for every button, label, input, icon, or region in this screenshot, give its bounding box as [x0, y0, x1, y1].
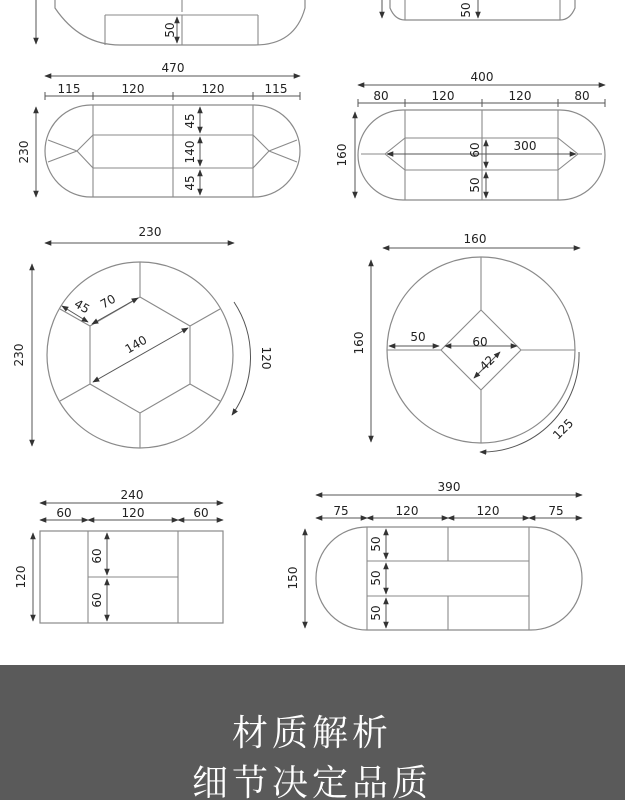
oval-a-height-label: 230 — [17, 140, 31, 164]
oval-a-depth2-label: 140 — [183, 140, 197, 164]
oval-c-depth1-label: 50 — [369, 536, 383, 552]
oval-a-seg4-label: 115 — [264, 82, 288, 96]
hex-height-label: 230 — [12, 343, 26, 367]
rect-height-label: 120 — [14, 565, 28, 589]
round-table-hexagon — [12, 225, 273, 448]
oval-a-seg1-label: 115 — [57, 82, 81, 96]
hex-arc-label: 120 — [259, 346, 273, 370]
oval-b-height-label: 160 — [335, 143, 349, 167]
oval-c-height-label: 150 — [286, 566, 300, 590]
diamond-width-label: 160 — [463, 232, 487, 246]
partial-table-top-right — [382, 0, 575, 20]
oval-table-470 — [17, 61, 300, 197]
hex-span-label: 140 — [122, 332, 150, 357]
hex-side-label: 70 — [97, 291, 119, 312]
oval-a-depth3-label: 45 — [183, 175, 197, 191]
material-banner — [0, 665, 625, 800]
oval-table-400 — [335, 70, 605, 200]
oval-b-depth-bottom-label: 50 — [468, 177, 482, 193]
rect-seg2-label: 120 — [121, 506, 145, 520]
oval-b-depth-top-label: 60 — [468, 142, 482, 158]
oval-b-seg3-label: 120 — [508, 89, 532, 103]
oval-b-seg1-label: 80 — [373, 89, 389, 103]
oval-b-inner-label: 300 — [513, 139, 537, 153]
partial-table-top-left — [36, 0, 305, 45]
oval-c-seg3-label: 120 — [476, 504, 500, 518]
rect-depth1-label: 60 — [90, 548, 104, 564]
oval-a-seg2-label: 120 — [121, 82, 145, 96]
diamond-arc-label: 125 — [550, 416, 577, 443]
oval-c-seg2-label: 120 — [395, 504, 419, 518]
diamond-height-label: 160 — [352, 331, 366, 355]
rect-seg1-label: 60 — [56, 506, 72, 520]
oval-c-total-label: 390 — [437, 480, 461, 494]
banner-subtitle: 细节决定品质 — [191, 763, 433, 800]
hex-width-label: 230 — [138, 225, 162, 239]
diamond-seat-label: 50 — [410, 330, 426, 344]
oval-a-total-label: 470 — [161, 61, 185, 75]
diamond-side-label: 60 — [472, 335, 488, 349]
rect-total-label: 240 — [120, 488, 144, 502]
oval-c-seg1-label: 75 — [333, 504, 349, 518]
partial-left-seat-label: 50 — [163, 22, 177, 38]
rect-seg3-label: 60 — [193, 506, 209, 520]
rect-table-240 — [14, 488, 223, 623]
banner-title: 材质解析 — [231, 713, 393, 754]
oval-a-depth1-label: 45 — [183, 113, 197, 129]
oval-b-total-label: 400 — [470, 70, 494, 84]
hex-seat-label: 45 — [71, 296, 93, 317]
diamond-depth-label: 42 — [476, 352, 498, 374]
round-table-diamond — [352, 232, 580, 452]
partial-right-seat-label: 50 — [459, 2, 473, 18]
rect-depth2-label: 60 — [90, 592, 104, 608]
oval-b-seg4-label: 80 — [574, 89, 590, 103]
oval-b-seg2-label: 120 — [431, 89, 455, 103]
oval-table-390 — [286, 480, 582, 630]
oval-c-seg4-label: 75 — [548, 504, 564, 518]
oval-c-depth2-label: 50 — [369, 570, 383, 586]
oval-c-depth3-label: 50 — [369, 605, 383, 621]
oval-a-seg3-label: 120 — [201, 82, 225, 96]
